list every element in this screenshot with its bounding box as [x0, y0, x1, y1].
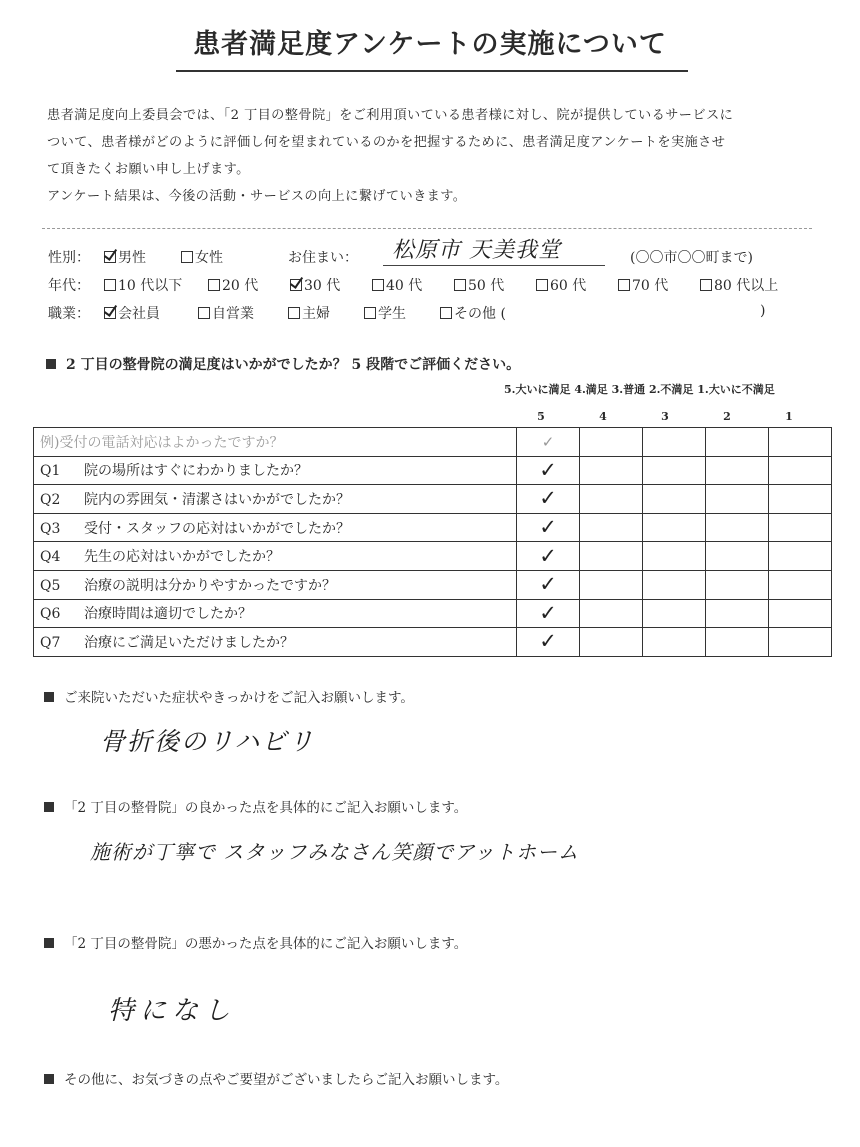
gender-option-female[interactable]: 女性: [181, 247, 223, 267]
intro-line: ついて、患者様がどのように評価し何を望まれているのかを把握するために、患者満足度アンケートを実施させ: [47, 135, 726, 150]
symptom-answer-handwritten[interactable]: 骨折後のリハビリ: [100, 727, 316, 756]
age-option[interactable]: 60 代: [536, 275, 586, 295]
score-cell-2[interactable]: [706, 485, 769, 514]
gender-option-male[interactable]: 男性: [104, 247, 146, 267]
checkbox[interactable]: [364, 307, 376, 319]
score-cell-1[interactable]: [769, 542, 832, 571]
rating-heading: 2 丁目の整骨院の満足度はいかがでしたか？ 5 段階でご評価ください。: [46, 354, 520, 374]
score-cell-3[interactable]: [643, 513, 706, 542]
checkbox-checked[interactable]: [290, 279, 302, 291]
question-id: Q7: [40, 634, 61, 651]
checkbox[interactable]: [440, 307, 452, 319]
score-cell-1[interactable]: [769, 485, 832, 514]
checkbox[interactable]: [198, 307, 210, 319]
checkmark-icon: ✓: [539, 515, 557, 540]
age-option[interactable]: 10 代以下: [104, 275, 182, 295]
question-text: 院内の雰囲気・清潔さはいかがでしたか？: [84, 491, 350, 508]
bullet-square-icon: [44, 802, 54, 812]
question-id: Q3: [40, 520, 61, 537]
address-label: お住まい：: [288, 250, 358, 266]
job-option[interactable]: 学生: [364, 303, 406, 323]
checkbox[interactable]: [454, 279, 466, 291]
score-cell-4[interactable]: [580, 599, 643, 628]
address-underline: [383, 265, 605, 266]
bullet-square-icon: [44, 1074, 54, 1084]
question-cell: [34, 628, 517, 657]
score-cell-1[interactable]: [769, 513, 832, 542]
question-id: Q5: [40, 577, 61, 594]
good-points-prompt: 「2 丁目の整骨院」の良かった点を具体的にご記入お願いします。: [44, 796, 467, 816]
question-text: 受付の電話対応はよかったですか？: [59, 434, 284, 451]
age-option[interactable]: 40 代: [372, 275, 422, 295]
score-cell-1[interactable]: [769, 599, 832, 628]
checkmark-icon: ✓: [539, 629, 557, 654]
question-id: Q4: [40, 549, 61, 566]
table-row: [34, 570, 832, 599]
question-id: Q6: [40, 606, 61, 623]
job-option-checked[interactable]: 会社員: [104, 303, 160, 323]
age-option[interactable]: 50 代: [454, 275, 504, 295]
question-cell: [34, 456, 517, 485]
score-cell-2[interactable]: [706, 428, 769, 457]
question-text: 院の場所はすぐにわかりましたか？: [84, 463, 308, 480]
score-cell-2[interactable]: [706, 456, 769, 485]
score-cell-1[interactable]: [769, 628, 832, 657]
page-title: 患者満足度アンケートの実施について: [193, 29, 667, 60]
question-id: Q2: [40, 491, 61, 508]
dashed-divider: [42, 228, 812, 229]
intro-line: て頂きたくお願い申し上げます。: [47, 162, 250, 177]
score-cell-4[interactable]: [580, 456, 643, 485]
column-header-2: 2: [723, 410, 731, 423]
bullet-square-icon: [44, 938, 54, 948]
job-option-other[interactable]: その他 (: [440, 303, 506, 323]
bullet-square-icon: [44, 692, 54, 702]
column-header-1: 1: [785, 410, 793, 423]
score-cell-2[interactable]: [706, 513, 769, 542]
checkbox-checked[interactable]: [104, 307, 116, 319]
score-cell-5[interactable]: [517, 428, 580, 457]
score-cell-2[interactable]: [706, 570, 769, 599]
score-cell-5[interactable]: [517, 513, 580, 542]
column-header-4: 4: [599, 410, 607, 423]
column-header-3: 3: [661, 410, 669, 423]
checkbox[interactable]: [618, 279, 630, 291]
age-label: 年代：: [48, 278, 90, 294]
question-cell: [34, 542, 517, 571]
checkbox[interactable]: [536, 279, 548, 291]
example-label: 例): [40, 434, 60, 451]
checkmark-icon: ✓: [539, 543, 557, 568]
bad-points-prompt: 「2 丁目の整骨院」の悪かった点を具体的にご記入お願いします。: [44, 932, 467, 952]
question-cell: [34, 599, 517, 628]
table-row: [34, 513, 832, 542]
age-option-checked[interactable]: 30 代: [290, 275, 340, 295]
bad-points-answer-handwritten[interactable]: 特になし: [108, 996, 237, 1026]
checkmark-icon: ✓: [539, 486, 557, 511]
score-cell-4[interactable]: [580, 628, 643, 657]
checkmark-icon: ✓: [539, 572, 557, 597]
question-cell: [34, 513, 517, 542]
question-text: 受付・スタッフの応対はいかがでしたか？: [84, 520, 350, 537]
score-cell-5[interactable]: [517, 570, 580, 599]
table-row-example: [34, 428, 832, 457]
score-cell-3[interactable]: [643, 542, 706, 571]
job-label: 職業：: [48, 306, 90, 322]
age-option[interactable]: 70 代: [618, 275, 668, 295]
score-cell-3[interactable]: [643, 485, 706, 514]
checkbox-checked[interactable]: [104, 251, 116, 263]
score-cell-3[interactable]: [643, 570, 706, 599]
checkmark-icon: ✓: [541, 432, 555, 451]
score-cell-3[interactable]: [643, 628, 706, 657]
age-option[interactable]: 20 代: [208, 275, 258, 295]
score-cell-4[interactable]: [580, 428, 643, 457]
score-cell-2[interactable]: [706, 542, 769, 571]
good-points-answer-handwritten[interactable]: 施術が丁寧で スタッフみなさん笑顔でアットホーム: [90, 840, 579, 864]
address-hint: (〇〇市〇〇町まで): [630, 250, 753, 266]
checkbox[interactable]: [700, 279, 712, 291]
column-header-5: 5: [537, 410, 545, 423]
address-handwritten[interactable]: 松原市 天美我堂: [392, 238, 561, 263]
bullet-square-icon: [46, 359, 56, 369]
job-option[interactable]: 自営業: [198, 303, 254, 323]
age-option[interactable]: 80 代以上: [700, 275, 778, 295]
table-row: [34, 542, 832, 571]
question-id: Q1: [40, 463, 61, 480]
question-text: 治療にご満足いただけましたか？: [84, 634, 294, 651]
checkbox[interactable]: [372, 279, 384, 291]
intro-line: 患者満足度向上委員会では、「2 丁目の整骨院」をご利用頂いている患者様に対し、院が提供しているサービスに: [47, 108, 734, 123]
score-cell-1[interactable]: [769, 428, 832, 457]
table-row: [34, 485, 832, 514]
score-cell-5[interactable]: [517, 485, 580, 514]
other-comments-prompt: その他に、お気づきの点やご要望がございましたらご記入お願いします。: [44, 1068, 508, 1088]
job-other-close: ): [760, 303, 766, 319]
checkbox[interactable]: [208, 279, 220, 291]
score-cell-5[interactable]: [517, 599, 580, 628]
checkbox[interactable]: [104, 279, 116, 291]
checkmark-icon: ✓: [539, 457, 557, 482]
intro-text: [47, 102, 827, 210]
score-cell-1[interactable]: [769, 570, 832, 599]
score-cell-1[interactable]: [769, 456, 832, 485]
score-cell-3[interactable]: [643, 428, 706, 457]
job-option[interactable]: 主婦: [288, 303, 330, 323]
scale-legend: 5.大いに満足 4.満足 3.普通 2.不満足 1.大いに不満足: [504, 383, 775, 396]
score-cell-2[interactable]: [706, 628, 769, 657]
score-cell-4[interactable]: [580, 570, 643, 599]
question-cell: [34, 570, 517, 599]
table-row: [34, 628, 832, 657]
score-cell-5[interactable]: [517, 628, 580, 657]
question-text: 先生の応対はいかがでしたか？: [84, 549, 280, 566]
table-row: [34, 599, 832, 628]
checkbox[interactable]: [288, 307, 300, 319]
question-text: 治療時間は適切でしたか？: [84, 606, 252, 623]
question-text: 治療の説明は分かりやすかったですか？: [84, 577, 336, 594]
intro-line: アンケート結果は、今後の活動・サービスの向上に繋げていきます。: [47, 189, 467, 204]
table-row: [34, 456, 832, 485]
question-cell: [34, 485, 517, 514]
title-underline: [176, 70, 688, 72]
question-cell: [34, 428, 517, 457]
rating-table: [33, 427, 832, 657]
score-cell-5[interactable]: [517, 542, 580, 571]
score-cell-3[interactable]: [643, 456, 706, 485]
score-cell-4[interactable]: [580, 485, 643, 514]
score-cell-2[interactable]: [706, 599, 769, 628]
checkmark-icon: ✓: [539, 600, 557, 625]
score-cell-3[interactable]: [643, 599, 706, 628]
score-cell-4[interactable]: [580, 542, 643, 571]
symptom-prompt: ご来院いただいた症状やきっかけをご記入お願いします。: [44, 686, 414, 706]
score-cell-5[interactable]: [517, 456, 580, 485]
score-cell-4[interactable]: [580, 513, 643, 542]
checkbox[interactable]: [181, 251, 193, 263]
gender-label: 性別：: [48, 250, 90, 266]
